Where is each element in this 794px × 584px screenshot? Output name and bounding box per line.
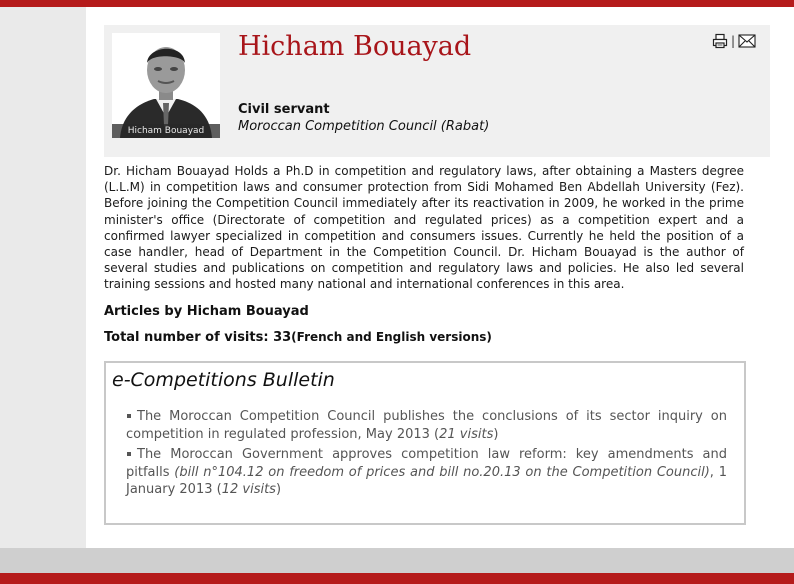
envelope-icon[interactable]: [738, 33, 756, 49]
article-visits-close: ): [275, 482, 282, 497]
article-subtitle: (bill n°104.12 on freedom of prices and bill no.20.13 on the Competition Council): [169, 464, 710, 480]
author-name: Hicham Bouayad: [238, 31, 472, 62]
article-date: , May 2013 (: [357, 426, 440, 442]
article-link[interactable]: The Moroccan Competition Council publishes the conclusions of its sector inquiry on competition in regulated profession: [126, 409, 727, 442]
bulletin-article-list: [126, 408, 727, 502]
bulletin-box: [104, 361, 746, 525]
article-visits: 12 visits: [221, 482, 276, 497]
author-role: Civil servant: [238, 102, 330, 117]
footer-strip: [0, 548, 794, 573]
bullet-icon: [127, 414, 131, 418]
article-link[interactable]: The Moroccan Government approves competition law reform: key amendments and pitfalls: [126, 447, 727, 480]
total-visits-note: (French and English versions): [291, 330, 492, 344]
photo-caption: Hicham Bouayad: [112, 124, 220, 138]
bottom-accent-bar: [0, 573, 794, 584]
bullet-icon: [127, 452, 131, 456]
article-visits: 21 visits: [439, 426, 494, 442]
author-biography: Dr. Hicham Bouayad Holds a Ph.D in competition and regulatory laws, after obtaining a Masters degree (L.L.M) in competition laws and consumer protection from Sidi Mohamed Ben Abdellah University (Fez). Before joining the Competition Council immediately after its reactivation in 2009, he worked in the prime minister's office (Directorate of competition and regulated prices) as a competition expert and a confirmed lawyer specialized in competition and consumers issues. Currently he held the position of a case handler, head of Department in the Competition Council. Dr. Hicham Bouayad is the author of several studies and publications on competition and regulatory laws and policies. He also led several training sessions and hosted many national and international conferences in this area.: [104, 164, 744, 292]
articles-heading: Articles by Hicham Bouayad: [104, 304, 309, 319]
page-tools: [712, 32, 756, 50]
list-item: [126, 446, 727, 499]
printer-icon[interactable]: [712, 33, 728, 49]
author-organization: Moroccan Competition Council (Rabat): [238, 119, 490, 134]
tools-separator: |: [731, 34, 736, 48]
list-item: [126, 408, 727, 443]
total-visits: [104, 330, 492, 345]
total-visits-label: Total number of visits: 33: [104, 330, 292, 345]
person-portrait-image: [112, 33, 220, 138]
bulletin-title: e-Competitions Bulletin: [112, 369, 335, 391]
top-accent-bar: [0, 0, 794, 7]
article-date: , 1 January 2013 (: [126, 464, 727, 497]
profile-photo: [112, 33, 220, 138]
article-visits-close: ): [493, 426, 499, 442]
